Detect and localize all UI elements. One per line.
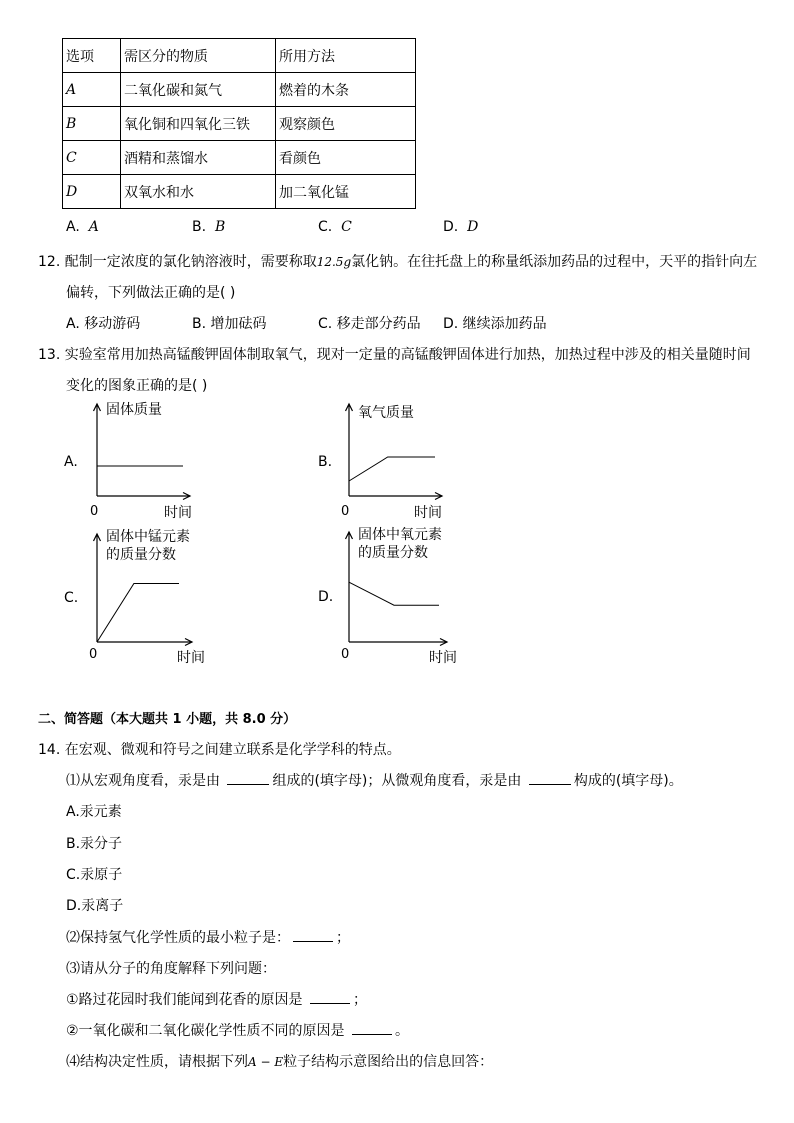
series-line bbox=[349, 582, 439, 605]
q12-text-after: 氯化钠。在往托盘上的称量纸添加药品的过程中，天平的指针向左 bbox=[351, 254, 758, 270]
q14-p1-c: 构成的(填字母)。 bbox=[573, 773, 683, 789]
q14-part3: ⑶请从分子的角度解释下列问题： bbox=[66, 961, 276, 977]
answer-blank[interactable] bbox=[352, 1020, 392, 1035]
origin-label: 0 bbox=[341, 504, 350, 519]
q14-p3-1a: ①路过花园时我们能闻到花香的原因是 bbox=[66, 992, 303, 1008]
y-axis-label: 固体质量 bbox=[106, 402, 162, 418]
origin-label: 0 bbox=[90, 504, 99, 519]
q12-text-before: 配制一定浓度的氯化钠溶液时，需要称取 bbox=[64, 254, 317, 270]
q14-p4-b: 粒子结构示意图给出的信息回答： bbox=[283, 1054, 494, 1070]
q14-p4-math: A − E bbox=[248, 1055, 284, 1069]
chart-option-letter: A. bbox=[64, 454, 78, 470]
choice-letter: D. bbox=[443, 219, 459, 235]
chart-option-letter: B. bbox=[318, 454, 333, 470]
y-axis-label-line1: 固体中氧元素 bbox=[358, 527, 442, 543]
answer-blank[interactable] bbox=[529, 770, 571, 785]
q12-math: 12.5g bbox=[316, 255, 352, 269]
table-cell: 二氧化碳和氮气 bbox=[121, 73, 276, 107]
question-number: 12. bbox=[38, 254, 61, 270]
chart-option-letter: C. bbox=[64, 590, 79, 606]
chart-a-plot bbox=[60, 398, 200, 518]
y-axis-label-line2: 的质量分数 bbox=[106, 547, 176, 563]
choice-letter: C. bbox=[318, 219, 333, 235]
table-cell: 观察颜色 bbox=[276, 107, 416, 141]
q14-intro-text: 在宏观、微观和符号之间建立联系是化学学科的特点。 bbox=[64, 742, 401, 758]
table-cell: 酒精和蒸馏水 bbox=[121, 141, 276, 175]
choice-value: A bbox=[88, 219, 99, 235]
q14-p3-2a: ②一氧化碳和二氧化碳化学性质不同的原因是 bbox=[66, 1023, 345, 1039]
table-cell: 氧化铜和四氧化三铁 bbox=[121, 107, 276, 141]
q12-choice-c[interactable]: C. 移走部分药品 bbox=[318, 316, 421, 332]
q14-p2-b: ； bbox=[336, 930, 350, 946]
table-row bbox=[63, 107, 416, 141]
q13-line1 bbox=[38, 344, 751, 364]
chart-c-plot bbox=[60, 526, 210, 666]
q14-part1 bbox=[66, 770, 683, 790]
q11-choice-d[interactable] bbox=[443, 219, 478, 235]
q14-p2-a: ⑵保持氢气化学性质的最小粒子是： bbox=[66, 930, 290, 946]
q14-part3-2 bbox=[66, 1020, 409, 1040]
y-axis-label: 氧气质量 bbox=[358, 405, 414, 421]
chart-option-letter: D. bbox=[318, 589, 334, 605]
answer-blank[interactable] bbox=[293, 927, 333, 942]
q12-choice-d[interactable]: D. 继续添加药品 bbox=[443, 316, 547, 332]
question-number: 13. bbox=[38, 347, 61, 363]
table-row bbox=[63, 73, 416, 107]
table-header-row bbox=[63, 39, 416, 73]
series-line bbox=[97, 584, 179, 643]
q14-option-c: C.汞原子 bbox=[66, 867, 123, 883]
q14-p1-a: ⑴从宏观角度看，汞是由 bbox=[66, 773, 220, 789]
y-axis-label-line2: 的质量分数 bbox=[358, 545, 428, 561]
q14-p1-b: 组成的(填字母)；从微观角度看，汞是由 bbox=[272, 773, 522, 789]
q14-option-b: B.汞分子 bbox=[66, 836, 123, 852]
table-cell: 双氧水和水 bbox=[121, 175, 276, 209]
x-axis-label: 时间 bbox=[177, 650, 205, 666]
q14-p3-1b: ； bbox=[353, 992, 368, 1008]
x-axis-label: 时间 bbox=[164, 505, 192, 521]
table-header-cell: 需区分的物质 bbox=[121, 39, 276, 73]
chart-d-plot bbox=[314, 524, 464, 666]
table-cell: B bbox=[63, 107, 121, 141]
table-row bbox=[63, 141, 416, 175]
choice-value: B bbox=[214, 219, 226, 235]
q12-choice-b[interactable]: B. 增加砝码 bbox=[192, 316, 267, 332]
q13-line2: 变化的图象正确的是( ) bbox=[66, 378, 208, 394]
table-header-cell: 选项 bbox=[63, 39, 121, 73]
section-title: 二、简答题（本大题共 1 小题，共 8.0 分） bbox=[38, 712, 297, 727]
q14-part3-1 bbox=[66, 989, 367, 1009]
answer-blank[interactable] bbox=[310, 989, 350, 1004]
q14-intro bbox=[38, 739, 401, 759]
q12-line2: 偏转，下列做法正确的是( ) bbox=[66, 285, 236, 301]
chart-b-plot bbox=[314, 398, 454, 518]
q11-choice-b[interactable] bbox=[192, 219, 225, 235]
table-header-cell: 所用方法 bbox=[276, 39, 416, 73]
chart-d[interactable] bbox=[314, 524, 464, 666]
answer-blank[interactable] bbox=[227, 770, 269, 785]
table-cell: 加二氧化锰 bbox=[276, 175, 416, 209]
q11-choice-c[interactable] bbox=[318, 219, 352, 235]
table-cell: 燃着的木条 bbox=[276, 73, 416, 107]
q14-p4-a: ⑷结构决定性质，请根据下列 bbox=[66, 1054, 248, 1070]
chart-b[interactable] bbox=[314, 398, 454, 521]
origin-label: 0 bbox=[89, 647, 98, 662]
q13-text: 实验室常用加热高锰酸钾固体制取氧气，现对一定量的高锰酸钾固体进行加热，加热过程中涉及的相关量随时间 bbox=[64, 347, 751, 363]
choice-value: D bbox=[467, 219, 479, 235]
q14-option-a: A.汞元素 bbox=[66, 804, 122, 820]
question-number: 14. bbox=[38, 742, 61, 758]
chart-c[interactable] bbox=[60, 526, 210, 666]
q12-choice-a[interactable]: A. 移动游码 bbox=[66, 316, 141, 332]
table-cell: C bbox=[63, 141, 121, 175]
q11-choice-a[interactable] bbox=[66, 219, 99, 235]
table-row bbox=[63, 175, 416, 209]
q14-option-d: D.汞离子 bbox=[66, 898, 124, 914]
table-cell: 看颜色 bbox=[276, 141, 416, 175]
options-table bbox=[62, 38, 416, 209]
chart-a[interactable] bbox=[60, 398, 200, 521]
q14-part4 bbox=[66, 1051, 493, 1071]
x-axis-label: 时间 bbox=[414, 505, 442, 521]
origin-label: 0 bbox=[341, 647, 350, 662]
choice-value: C bbox=[341, 219, 352, 235]
series-line bbox=[349, 457, 435, 481]
choice-letter: A. bbox=[66, 219, 80, 235]
y-axis-label-line1: 固体中锰元素 bbox=[106, 529, 190, 545]
x-axis-label: 时间 bbox=[429, 650, 457, 666]
q12-line1 bbox=[38, 251, 757, 271]
q14-p3-2b: 。 bbox=[395, 1023, 410, 1039]
table-cell: A bbox=[63, 73, 121, 107]
table-cell: D bbox=[63, 175, 121, 209]
q14-part2 bbox=[66, 927, 350, 947]
choice-letter: B. bbox=[192, 219, 207, 235]
